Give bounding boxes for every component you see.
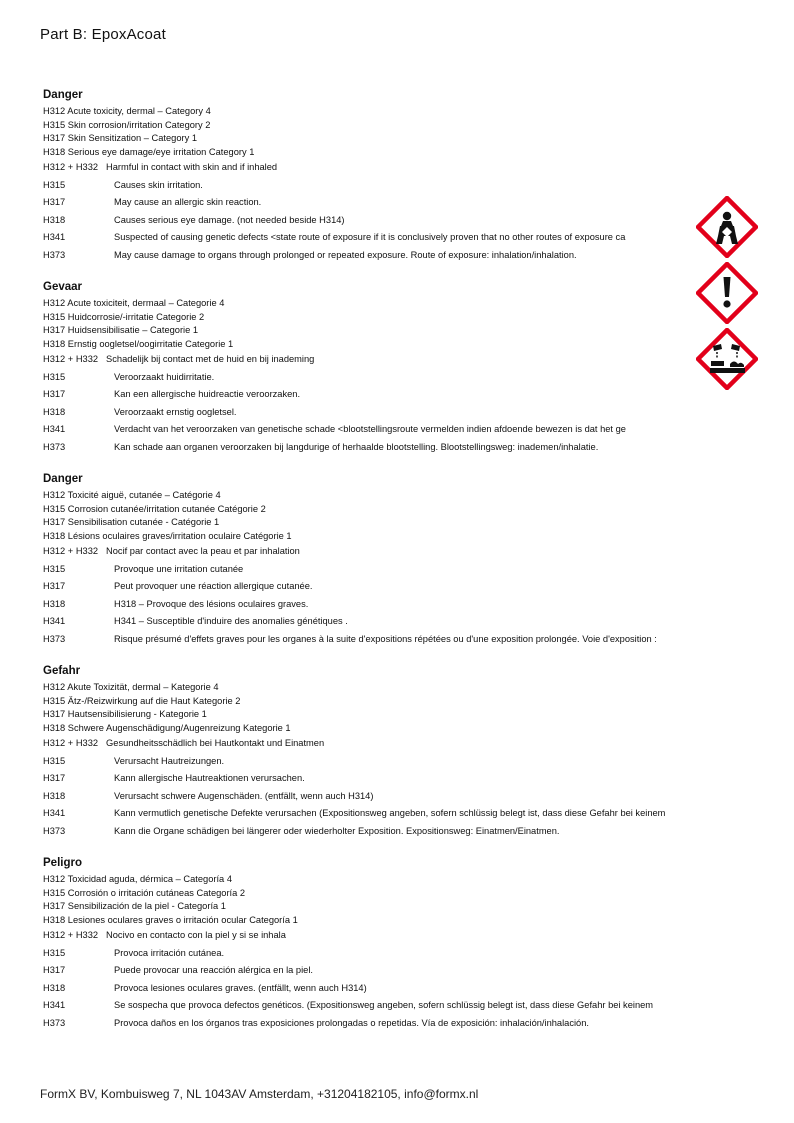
statement-text: Nocivo en contacto con la piel y si se inhala [106, 930, 286, 940]
hazard-statement [43, 194, 723, 212]
statement-code: H318 [43, 598, 66, 609]
statement-code: H317 [43, 389, 66, 399]
statement-text: Harmful in contact with skin and if inhaled [106, 162, 278, 172]
hazard-category: H312 Acute toxiciteit, dermaal – Categorie 4 [43, 298, 225, 308]
page-title: Part B: EpoxAcoat [40, 26, 166, 43]
signal-word: Gefahr [43, 665, 81, 677]
hazard-category: H317 Hautsensibilisierung - Kategorie 1 [43, 709, 207, 719]
signal-word: Gevaar [43, 281, 83, 293]
hazard-statement [43, 770, 723, 788]
statement-text: Kann die Organe schädigen bei längerer oder wiederholter Exposition. Expositionsweg: Einatmen/Einatmen. [114, 825, 560, 836]
statement-text: May cause an allergic skin reaction. [114, 197, 262, 207]
statement-text: Provoca irritación cutánea. [114, 947, 225, 958]
statement-text: Se sospecha que provoca defectos genéticos. (Expositionsweg angeben, sofern schlüssig belegt ist, dass diese Gefahr bei keinem [114, 1000, 654, 1010]
statement-code: H341 [43, 232, 66, 242]
hazard-statement [43, 177, 723, 195]
hazard-statements [43, 89, 743, 1049]
footer-contact: FormX BV, Kombuisweg 7, NL 1043AV Amsterdam, +31204182105, info@formx.nl [40, 1087, 479, 1101]
signal-word: Danger [43, 473, 83, 485]
hazard-statement [43, 997, 723, 1015]
statement-text: Puede provocar una reacción alérgica en la piel. [114, 965, 313, 975]
hazard-statement [43, 735, 723, 753]
statement-code: H317 [43, 581, 66, 591]
hazard-category: H312 Acute toxicity, dermal – Category 4 [43, 106, 211, 116]
hazard-category: H317 Skin Sensitization – Category 1 [43, 133, 198, 143]
statement-text: Provoca daños en los órganos tras exposiciones prolongadas o repetidas. Vía de exposición: inhalación/inhalación. [114, 1017, 589, 1028]
hazard-section [43, 89, 743, 264]
hazard-statement [43, 159, 723, 177]
hazard-category: H315 Corrosión o irritación cutáneas Categoría 2 [43, 887, 246, 898]
hazard-statement [43, 613, 723, 631]
statement-code: H315 [43, 179, 66, 190]
statement-text: H341 – Susceptible d'induire des anomalies génétiques . [114, 616, 348, 626]
statement-text: Provoque une irritation cutanée [114, 563, 244, 574]
statement-code: H317 [43, 197, 66, 207]
statement-code: H318 [43, 982, 66, 993]
hazard-category: H315 Huidcorrosie/-irritatie Categorie 2 [43, 311, 205, 322]
statement-text: Kan een allergische huidreactie veroorzaken. [114, 389, 301, 399]
statement-text: Verursacht Hautreizungen. [114, 755, 225, 766]
statement-code: H373 [43, 441, 66, 452]
hazard-category: H315 Skin corrosion/irritation Category 2 [43, 119, 211, 130]
hazard-category: H315 Corrosion cutanée/irritation cutanée Catégorie 2 [43, 503, 266, 514]
statement-code: H312 + H332 [43, 738, 99, 748]
signal-word: Peligro [43, 857, 82, 869]
hazard-statement [43, 561, 723, 579]
hazard-statement [43, 404, 723, 422]
hazard-category: H312 Toxicidad aguda, dérmica – Categoría 4 [43, 874, 232, 884]
statement-code: H341 [43, 616, 66, 626]
statement-code: H315 [43, 371, 66, 382]
hazard-category: H317 Sensibilización de la piel - Categoría 1 [43, 901, 226, 911]
statement-code: H315 [43, 755, 66, 766]
hazard-statement [43, 439, 723, 457]
hazard-statement [43, 351, 723, 369]
hazard-category: H318 Lésions oculaires graves/irritation oculaire Catégorie 1 [43, 530, 292, 541]
hazard-statement [43, 753, 723, 771]
statement-code: H373 [43, 249, 66, 260]
hazard-statement [43, 1015, 723, 1033]
statement-code: H318 [43, 790, 66, 801]
statement-code: H317 [43, 965, 66, 975]
hazard-category: H317 Sensibilisation cutanée - Catégorie 1 [43, 517, 220, 527]
statement-text: Risque présumé d'effets graves pour les organes à la suite d'expositions répétées ou d'une exposition prolongée. Voie d'exposition : [114, 633, 657, 644]
statement-text: Verursacht schwere Augenschäden. (entfällt, wenn auch H314) [114, 790, 374, 801]
hazard-statement [43, 386, 723, 404]
hazard-category: H318 Lesiones oculares graves o irritación ocular Categoría 1 [43, 914, 298, 925]
hazard-section [43, 473, 743, 648]
statement-code: H315 [43, 563, 66, 574]
hazard-statement [43, 596, 723, 614]
hazard-category: H318 Ernstig oogletsel/oogirritatie Categorie 1 [43, 338, 234, 349]
hazard-section [43, 857, 743, 1032]
statement-text: Causes serious eye damage. (not needed beside H314) [114, 214, 345, 225]
statement-code: H312 + H332 [43, 354, 99, 364]
statement-code: H312 + H332 [43, 930, 99, 940]
hazard-statement [43, 945, 723, 963]
statement-text: Nocif par contact avec la peau et par inhalation [106, 546, 300, 556]
hazard-statement [43, 421, 723, 439]
hazard-category: H318 Schwere Augenschädigung/Augenreizung Kategorie 1 [43, 722, 291, 733]
statement-code: H312 + H332 [43, 546, 99, 556]
statement-text: Veroorzaakt huidirritatie. [114, 371, 215, 382]
hazard-statement [43, 788, 723, 806]
statement-text: Schadelijk bij contact met de huid en bij inademing [106, 354, 315, 364]
statement-code: H341 [43, 424, 66, 434]
statement-code: H341 [43, 1000, 66, 1010]
hazard-category: H315 Ätz-/Reizwirkung auf die Haut Kategorie 2 [43, 695, 241, 706]
hazard-statement [43, 369, 723, 387]
statement-code: H318 [43, 406, 66, 417]
hazard-statement [43, 578, 723, 596]
hazard-statement [43, 962, 723, 980]
statement-text: Kann vermutlich genetische Defekte verursachen (Expositionsweg angeben, sofern schlüssig belegt ist, dass diese Gefahr bei keinem [114, 808, 666, 818]
hazard-statement [43, 229, 723, 247]
hazard-statement [43, 543, 723, 561]
statement-text: Veroorzaakt ernstig oogletsel. [114, 406, 237, 417]
statement-code: H312 + H332 [43, 162, 99, 172]
hazard-category: H312 Toxicité aiguë, cutanée – Catégorie 4 [43, 490, 221, 500]
hazard-statement [43, 631, 723, 649]
hazard-statement [43, 247, 723, 265]
hazard-category: H318 Serious eye damage/eye irritation Category 1 [43, 146, 255, 157]
statement-text: Kan schade aan organen veroorzaken bij langdurige of herhaalde blootstelling. Blootstellingsweg: inademen/inhalatie. [114, 441, 599, 452]
statement-text: Suspected of causing genetic defects <state route of exposure if it is conclusively proven that no other routes of exposure ca [114, 232, 626, 242]
hazard-category: H317 Huidsensibilisatie – Categorie 1 [43, 325, 199, 335]
statement-code: H373 [43, 825, 66, 836]
statement-text: Verdacht van het veroorzaken van genetische schade <blootstellingsroute vermelden indien afdoende bewezen is dat het ge [114, 424, 626, 434]
statement-text: H318 – Provoque des lésions oculaires graves. [114, 598, 309, 609]
statement-text: May cause damage to organs through prolonged or repeated exposure. Route of exposure: inhalation/inhalation. [114, 249, 577, 260]
statement-code: H373 [43, 1017, 66, 1028]
hazard-statement [43, 805, 723, 823]
statement-text: Gesundheitsschädlich bei Hautkontakt und Einatmen [106, 738, 325, 748]
hazard-statement [43, 212, 723, 230]
statement-text: Peut provoquer une réaction allergique cutanée. [114, 581, 313, 591]
hazard-section [43, 665, 743, 840]
statement-text: Provoca lesiones oculares graves. (entfällt, wenn auch H314) [114, 982, 367, 993]
hazard-statement [43, 823, 723, 841]
hazard-statement [43, 927, 723, 945]
statement-code: H315 [43, 947, 66, 958]
statement-code: H318 [43, 214, 66, 225]
statement-text: Kann allergische Hautreaktionen verursachen. [114, 773, 305, 783]
hazard-statement [43, 980, 723, 998]
statement-text: Causes skin irritation. [114, 179, 203, 190]
hazard-category: H312 Akute Toxizität, dermal – Kategorie 4 [43, 682, 219, 692]
statement-code: H317 [43, 773, 66, 783]
signal-word: Danger [43, 89, 83, 101]
hazard-section [43, 281, 743, 456]
statement-code: H373 [43, 633, 66, 644]
statement-code: H341 [43, 808, 66, 818]
